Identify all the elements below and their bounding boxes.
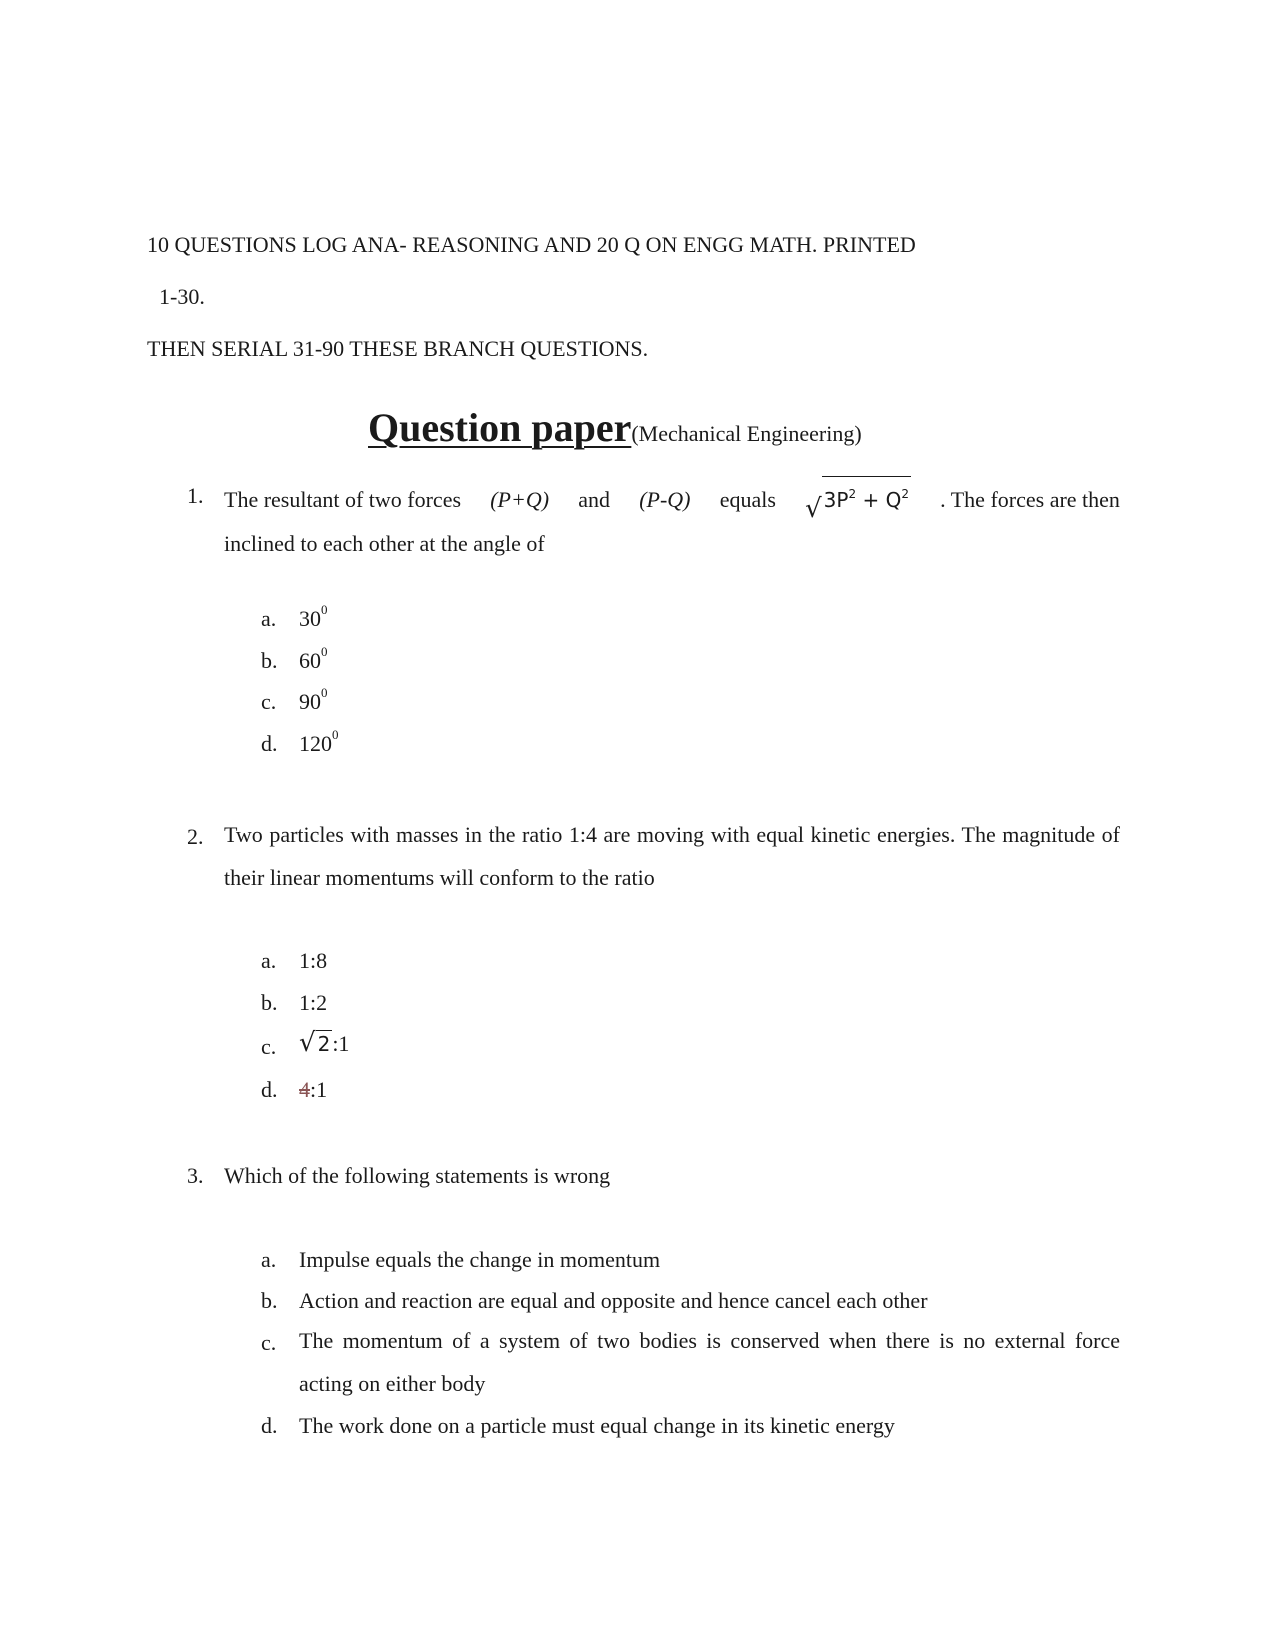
question-1-line-2: inclined to each other at the angle of xyxy=(224,531,545,556)
q1-sqrt-expression xyxy=(805,476,911,522)
q1-option-d-letter: d. xyxy=(261,731,278,756)
q1-exponent-2: 2 xyxy=(901,487,909,501)
q3-option-c: The momentum of a system of two bodies is conserved when there is no external force acting on either body xyxy=(299,1328,1120,1396)
q1-option-a-value: 30 xyxy=(299,606,321,631)
q2-option-d-suffix: :1 xyxy=(310,1077,328,1102)
q3-option-c-letter: c. xyxy=(261,1330,277,1355)
question-2-text: Two particles with masses in the ratio 1:4 are moving with equal kinetic energies. The magnitude of their linear momentums will conform to the ratio xyxy=(224,822,1120,890)
q3-option-a-letter: a. xyxy=(261,1247,277,1272)
sqrt-symbol: √ xyxy=(299,1028,316,1058)
q2-option-d-struck-digit: 4 xyxy=(299,1077,310,1102)
header-note-line-1: 10 QUESTIONS LOG ANA- REASONING AND 20 Q ON ENGG MATH. PRINTED xyxy=(147,232,916,257)
question-1-number: 1. xyxy=(187,483,204,508)
q3-option-d: The work done on a particle must equal change in its kinetic energy xyxy=(299,1413,895,1438)
question-1-text xyxy=(224,478,1120,566)
q1-radicand xyxy=(822,476,911,522)
title-subtitle: (Mechanical Engineering) xyxy=(631,421,862,446)
q1-text-and: and xyxy=(578,487,610,512)
q1-option-b xyxy=(299,644,328,674)
q2-option-b: 1:2 xyxy=(299,990,328,1015)
title-main: Question paper xyxy=(368,405,632,450)
q1-text-part1: The resultant of two forces xyxy=(224,487,462,512)
q2-option-a-letter: a. xyxy=(261,948,277,973)
q1-option-b-degree: 0 xyxy=(321,644,328,659)
page-title xyxy=(368,404,862,451)
q1-option-a-degree: 0 xyxy=(321,602,328,617)
q2-option-d-letter: d. xyxy=(261,1077,278,1102)
q1-text-part2: . The forces are then xyxy=(940,487,1120,512)
q1-option-a xyxy=(299,602,328,632)
q1-radicand-q: + Q xyxy=(856,488,902,512)
q1-option-b-value: 60 xyxy=(299,648,321,673)
q1-option-a-letter: a. xyxy=(261,606,277,631)
question-3-number: 3. xyxy=(187,1163,204,1188)
q2-option-c xyxy=(299,1030,349,1057)
q3-option-b-letter: b. xyxy=(261,1288,278,1313)
q1-option-d xyxy=(299,727,339,757)
q3-option-a: Impulse equals the change in momentum xyxy=(299,1247,661,1272)
q1-text-equals: equals xyxy=(719,487,776,512)
header-note-line-2: 1-30. xyxy=(159,284,205,309)
q1-expr-p-plus-q: (P+Q) xyxy=(490,487,550,512)
question-1-line-1 xyxy=(224,478,1120,522)
q1-option-b-letter: b. xyxy=(261,648,278,673)
q1-exponent-1: 2 xyxy=(848,487,857,501)
q1-option-d-degree: 0 xyxy=(332,727,339,742)
q3-option-b: Action and reaction are equal and opposite and hence cancel each other xyxy=(299,1288,928,1313)
q1-radicand-3p: 3P xyxy=(823,488,849,512)
q2-option-a: 1:8 xyxy=(299,948,328,973)
q1-option-c xyxy=(299,685,328,715)
q2-option-d xyxy=(299,1077,327,1103)
q1-option-d-value: 120 xyxy=(299,731,332,756)
question-2-number: 2. xyxy=(187,824,204,849)
q1-option-c-letter: c. xyxy=(261,689,277,714)
q1-option-c-degree: 0 xyxy=(321,685,328,700)
q2-option-c-sqrt xyxy=(299,1030,332,1056)
sqrt-symbol: √ xyxy=(805,494,822,524)
q3-option-d-letter: d. xyxy=(261,1413,278,1438)
q2-option-c-letter: c. xyxy=(261,1034,277,1059)
q1-expr-p-minus-q: (P-Q) xyxy=(639,487,691,512)
q2-option-c-radicand: 2 xyxy=(317,1032,331,1056)
header-note-line-3: THEN SERIAL 31-90 THESE BRANCH QUESTIONS. xyxy=(147,336,649,361)
q2-option-b-letter: b. xyxy=(261,990,278,1015)
q2-option-c-suffix: :1 xyxy=(332,1031,350,1056)
q1-option-c-value: 90 xyxy=(299,689,321,714)
question-3-text: Which of the following statements is wrong xyxy=(224,1163,611,1188)
